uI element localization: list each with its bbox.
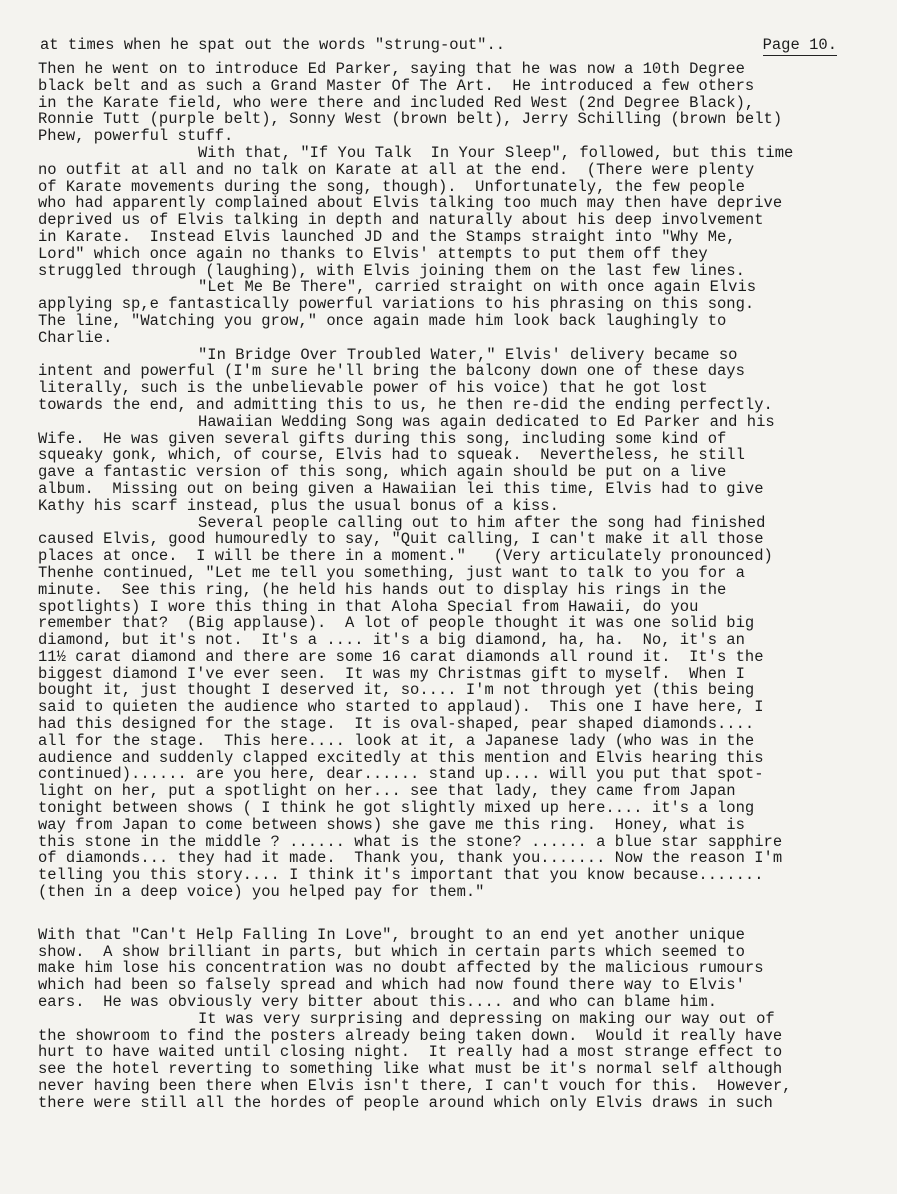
text-line: audience and suddenly clapped excitedly at this mention and Elvis hearing this [38,749,764,767]
paragraph [38,927,878,1011]
text-line: who had apparently complained about Elvis talking too much may then have deprive [38,195,783,213]
text-line: telling you this story.... I think it's important that you know because....... [38,867,764,885]
text-line: light on her, put a spotlight on her... see that lady, they came from Japan [38,783,736,801]
paragraph [38,279,878,346]
paragraph [38,347,878,414]
text-line: diamond, but it's not. It's a .... it's a big diamond, ha, ha. No, it's an [38,632,745,649]
body-text [38,61,878,1112]
text-line: bought it, just thought I deserved it, so.... I'm not through yet (this being [38,682,755,700]
text-line: Phew, powerful stuff. [38,128,234,145]
text-line: show. A show brilliant in parts, but which in certain parts which seemed to [38,943,745,961]
text-line: With that, "If You Talk In Your Sleep", followed, but this time [198,144,794,162]
text-line: see the hotel reverting to something like what must be it's normal self although [38,1061,783,1079]
text-line: "In Bridge Over Troubled Water," Elvis' delivery became so [198,346,738,364]
text-line: struggled through (laughing), with Elvis joining them on the last few lines. [38,262,745,280]
paragraph [38,414,878,515]
text-line: towards the end, and admitting this to us, he then re-did the ending perfectly. [38,396,773,414]
text-line: Several people calling out to him after the song had finished [198,514,766,532]
text-line: "Let Me Be There", carried straight on with once again Elvis [198,279,757,297]
text-line: no outfit at all and no talk on Karate at all at the end. (There were plenty [38,161,755,179]
text-line: all for the stage. This here.... look at it, a Japanese lady (who was in the [38,732,755,750]
text-line: minute. See this ring, (he held his hands out to display his rings in the [38,581,727,599]
text-line: tonight between shows ( I think he got slightly mixed up here.... it's a long [38,800,755,817]
paragraph [38,1011,878,1112]
text-line: Then he went on to introduce Ed Parker, saying that he was now a 10th Degree [38,61,745,78]
text-line: The line, "Watching you grow," once again made him look back laughingly to [38,312,727,330]
text-line: Charlie. [38,329,113,347]
paragraph [38,145,878,279]
text-line: intent and powerful (I'm sure he'll bring the balcony down one of these days [38,363,745,381]
text-line: continued)...... are you here, dear...... stand up.... will you put that spot- [38,766,764,784]
text-line: Hawaiian Wedding Song was again dedicated to Ed Parker and his [198,413,775,431]
text-line: the showroom to find the posters already being taken down. Would it really have [38,1027,783,1045]
text-line: Thenhe continued, "Let me tell you something, just want to talk to you for a [38,564,745,582]
text-line: remember that? (Big applause). A lot of people thought it was one solid big [38,615,755,633]
text-line: It was very surprising and depressing on making our way out of [198,1010,775,1028]
text-line: places at once. I will be there in a moment." (Very articulately pronounced) [38,548,773,565]
section-gap [38,901,878,927]
paragraph [38,515,878,901]
text-line: had this designed for the stage. It is oval-shaped, pear shaped diamonds.... [38,716,755,733]
text-line: Kathy his scarf instead, plus the usual bonus of a kiss. [38,497,559,515]
text-line: way from Japan to come between shows) she gave me this ring. Honey, what is [38,816,745,834]
text-line: black belt and as such a Grand Master Of The Art. He introduced a few others [38,77,755,95]
first-line: at times when he spat out the words "strung-out".. [40,36,506,54]
text-line: With that "Can't Help Falling In Love", brought to an end yet another unique [38,926,745,944]
text-line: of Karate movements during the song, though). Unfortunately, the few people [38,178,745,196]
text-line: Ronnie Tutt (purple belt), Sonny West (brown belt), Jerry Schilling (brown belt) [38,111,783,129]
text-line: which had been so falsely spread and which had now found there way to Elvis' [38,977,745,995]
text-line: said to quieten the audience who started to applaud). This one I have here, I [38,699,764,717]
text-line: in Karate. Instead Elvis launched JD and the Stamps straight into "Why Me, [38,228,736,246]
text-line: there were still all the hordes of people around which only Elvis draws in such [38,1094,773,1112]
page-header [40,36,837,58]
page-number: Page 10. [762,36,837,54]
text-line: deprived us of Elvis talking in depth and naturally about his deep involvement [38,212,764,229]
text-line: ears. He was obviously very bitter about this.... and who can blame him. [38,994,718,1011]
text-line: of diamonds... they had it made. Thank you, thank you....... Now the reason I'm [38,850,783,868]
text-line: album. Missing out on being given a Hawaiian lei this time, Elvis had to give [38,480,764,498]
text-line: gave a fantastic version of this song, which again should be put on a live [38,464,727,481]
text-line: make him lose his concentration was no doubt affected by the malicious rumours [38,960,764,978]
text-line: hurt to have waited until closing night. It really had a most strange effect to [38,1044,783,1062]
text-line: caused Elvis, good humouredly to say, "Quit calling, I can't make it all those [38,531,764,549]
text-line: this stone in the middle ? ...... what is the stone? ...... a blue star sapphire [38,833,783,851]
text-line: squeaky gonk, which, of course, Elvis had to squeak. Nevertheless, he still [38,447,745,465]
text-line: literally, such is the unbelievable power of his voice) that he got lost [38,380,708,397]
text-line: 11½ carat diamond and there are some 16 carat diamonds all round it. It's the [38,648,764,666]
text-line: in the Karate field, who were there and included Red West (2nd Degree Black), [38,94,755,112]
text-line: never having been there when Elvis isn't there, I can't vouch for this. However, [38,1078,792,1095]
text-line: Wife. He was given several gifts during this song, including some kind of [38,430,727,448]
text-line: spotlights) I wore this thing in that Aloha Special from Hawaii, do you [38,598,699,616]
text-line: biggest diamond I've ever seen. It was my Christmas gift to myself. When I [38,665,745,683]
paragraph [38,61,878,145]
text-line: applying sp,e fantastically powerful variations to his phrasing on this song. [38,296,755,313]
text-line: (then in a deep voice) you helped pay for them." [38,884,485,901]
text-line: Lord" which once again no thanks to Elvis' attempts to put them off they [38,245,708,263]
